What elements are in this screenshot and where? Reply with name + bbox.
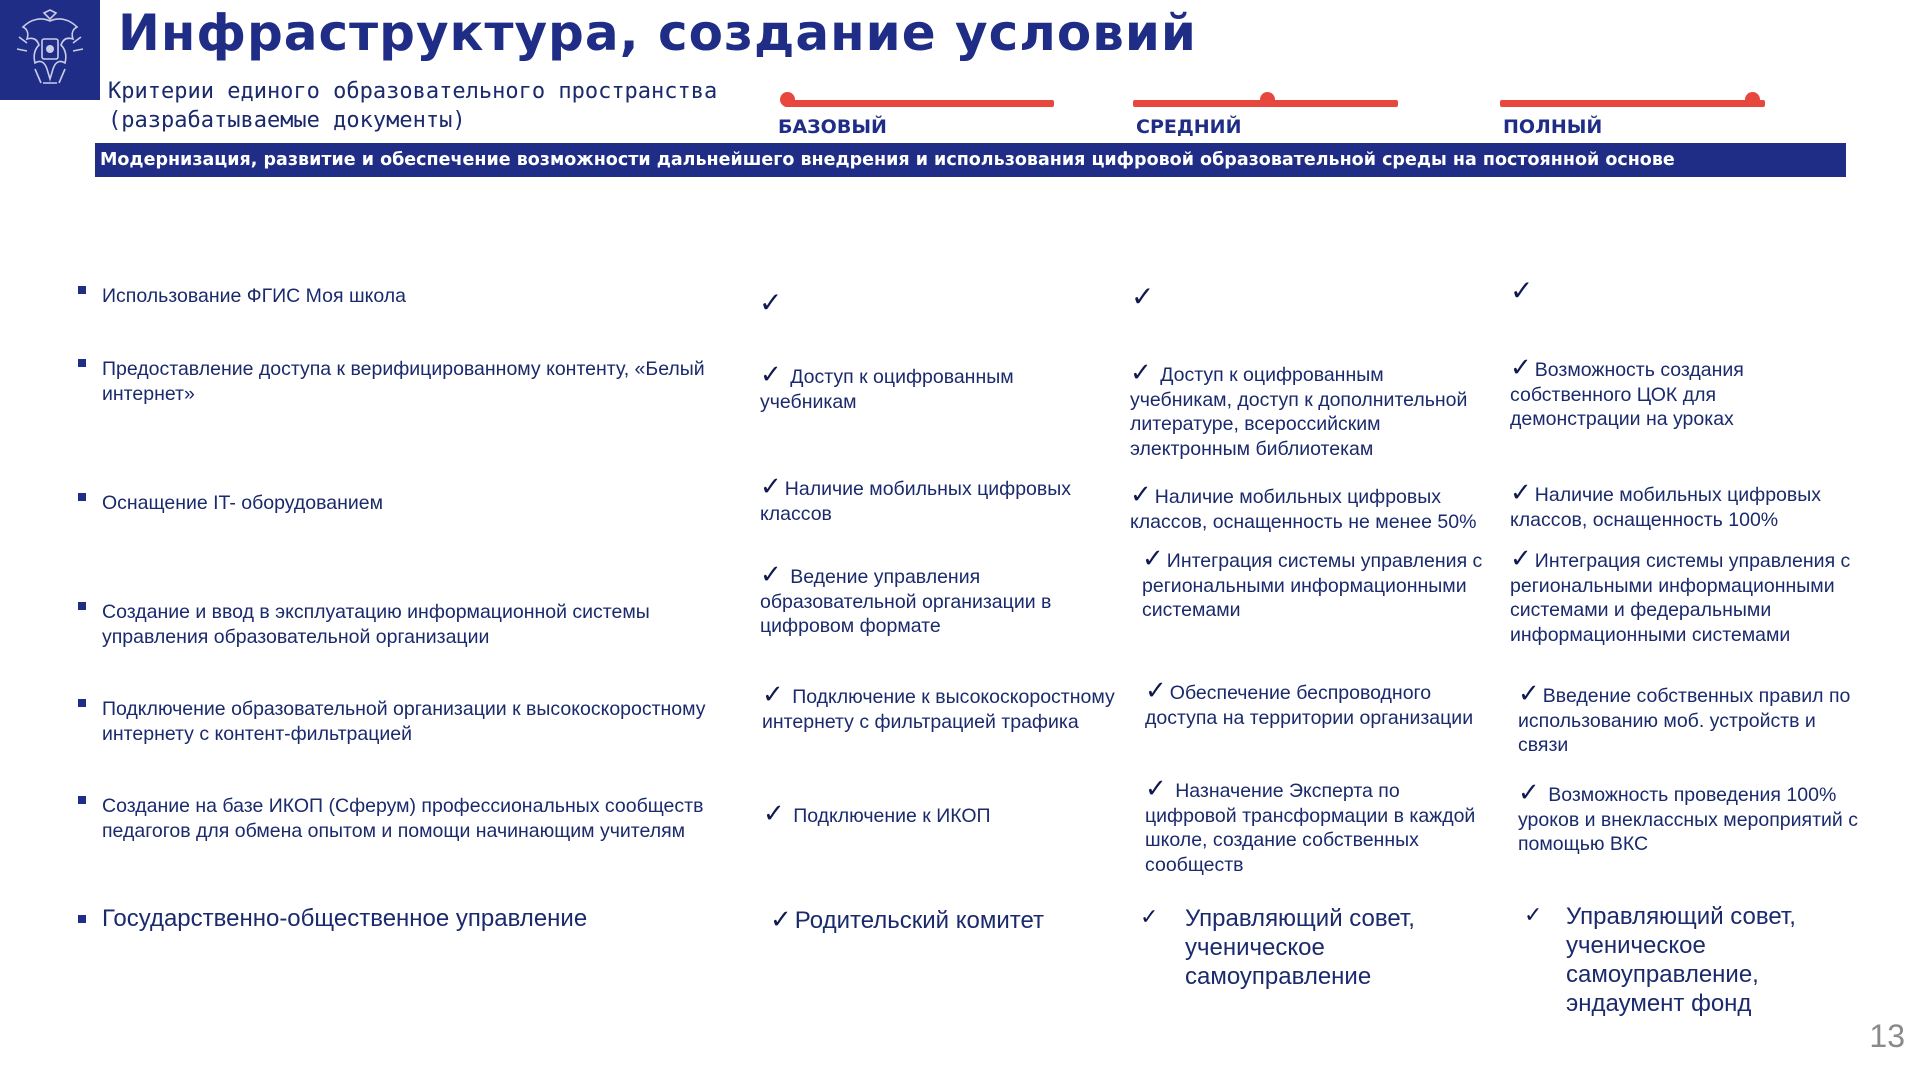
check-icon: ✓ (1130, 357, 1152, 387)
cell-basic-row-3 (760, 471, 1090, 526)
criterion-row-1 (102, 284, 722, 309)
check-icon: ✓ (760, 471, 782, 501)
level-full-label: ПОЛНЫЙ (1503, 116, 1603, 138)
criterion-text: Создание и ввод в эксплуатацию информационной системы управления образовательной организации (102, 601, 650, 648)
cell-basic-row-2 (760, 359, 1050, 414)
level-basic (778, 80, 1058, 140)
cell-text: Назначение Эксперта по цифровой трансформации в каждой школе, создание собственных сообществ (1145, 780, 1476, 876)
cell-full-row-7 (1566, 902, 1826, 1018)
cell-medium-row-2 (1130, 357, 1480, 461)
cell-medium-row-3 (1130, 479, 1490, 534)
cell-text: Введение собственных правил по использованию моб. устройств и связи (1518, 685, 1851, 756)
cell-text: Наличие мобильных цифровых классов (760, 478, 1072, 525)
check-icon: ✓ (1142, 543, 1164, 573)
check-icon: ✓ (770, 904, 792, 934)
check-icon: ✓ (1510, 543, 1532, 573)
cell-text: Подключение к ИКОП (787, 805, 991, 827)
emblem-logo (0, 0, 100, 100)
cell-text: Управляющий совет, ученическое самоуправление, эндаумент фонд (1566, 903, 1796, 1017)
cell-basic-row-4 (760, 559, 1070, 639)
cell-text: Наличие мобильных цифровых классов, оснащенность не менее 50% (1130, 486, 1477, 533)
check-icon: ✓ (1518, 777, 1540, 807)
page-subtitle (108, 77, 717, 135)
square-bullet-icon (78, 915, 86, 923)
cell-text: Подключение к высокоскоростному интернету с фильтрацией трафика (762, 686, 1115, 733)
criterion-row-7 (102, 904, 722, 934)
check-icon: ✓ (1131, 281, 1155, 312)
cell-text: Доступ к оцифрованным учебникам, доступ к дополнительной литературе, всероссийским электронным библиотекам (1130, 364, 1468, 460)
cell-medium-row-7 (1185, 904, 1445, 991)
criterion-row-5 (102, 697, 742, 747)
cell-full-row-3 (1510, 477, 1850, 532)
square-bullet-icon (78, 699, 86, 707)
criterion-text: Использование ФГИС Моя школа (102, 285, 406, 307)
cell-basic-row-6 (763, 798, 1063, 829)
cell-medium-row-4 (1142, 543, 1487, 623)
check-icon: ✓ (1140, 904, 1159, 929)
check-icon: ✓ (1510, 275, 1534, 306)
cell-text: Управляющий совет, ученическое самоуправление (1185, 905, 1415, 990)
square-bullet-icon (78, 796, 86, 804)
cell-medium-row-5 (1145, 675, 1485, 730)
check-icon: ✓ (1510, 352, 1532, 382)
subtitle-line-1: Критерии единого образовательного пространства (108, 79, 718, 104)
criterion-row-3 (102, 491, 722, 516)
square-bullet-icon (78, 493, 86, 501)
cell-text: Родительский комитет (794, 907, 1045, 934)
cell-medium-row-6 (1145, 773, 1480, 877)
level-medium-label: СРЕДНИЙ (1136, 116, 1242, 138)
cell-text: Интеграция системы управления с региональными информационными системами (1142, 550, 1483, 621)
criterion-row-4 (102, 600, 702, 650)
section-banner: Модернизация, развитие и обеспечение возможности дальнейшего внедрения и использования цифровой образовательной среды на постоянной основе (95, 143, 1846, 177)
square-bullet-icon (78, 359, 86, 367)
cell-full-row-4 (1510, 543, 1855, 647)
cell-full-row-6 (1518, 777, 1858, 857)
cell-text: Возможность проведения 100% уроков и внеклассных мероприятий с помощью ВКС (1518, 784, 1858, 855)
criterion-row-6 (102, 794, 722, 844)
level-medium (1133, 80, 1413, 140)
cell-text: Возможность создания собственного ЦОК для демонстрации на уроках (1510, 359, 1744, 430)
cell-text: Доступ к оцифрованным учебникам (760, 366, 1014, 413)
level-basic-bar (784, 100, 1054, 107)
level-full-bar (1500, 100, 1765, 107)
page-number: 13 (1869, 1018, 1905, 1054)
square-bullet-icon (78, 286, 86, 294)
check-icon: ✓ (1524, 902, 1543, 927)
page-title: Инфраструктура, создание условий (118, 4, 1197, 62)
level-medium-dot (1260, 92, 1275, 107)
check-icon: ✓ (763, 798, 785, 828)
check-icon: ✓ (1510, 477, 1532, 507)
level-full-dot (1745, 92, 1760, 107)
check-icon: ✓ (1145, 675, 1167, 705)
criterion-text: Создание на базе ИКОП (Сферум) профессиональных сообществ педагогов для обмена опытом и помощи начинающим учителям (102, 795, 704, 842)
subtitle-line-2: (разрабатываемые документы) (108, 108, 466, 133)
check-icon: ✓ (1145, 773, 1167, 803)
cell-text: Ведение управления образовательной организации в цифровом формате (760, 566, 1052, 637)
cell-basic-row-5 (762, 679, 1122, 734)
cell-text: Наличие мобильных цифровых классов, оснащенность 100% (1510, 484, 1822, 531)
cell-basic-row-7 (770, 906, 1110, 935)
criterion-text: Государственно-общественное управление (102, 905, 588, 932)
cell-text: Обеспечение беспроводного доступа на территории организации (1145, 682, 1474, 729)
check-icon: ✓ (760, 359, 782, 389)
check-icon: ✓ (760, 559, 782, 589)
criterion-text: Оснащение IT- оборудованием (102, 492, 383, 514)
check-icon: ✓ (1130, 479, 1152, 509)
level-basic-label: БАЗОВЫЙ (778, 116, 887, 138)
check-icon: ✓ (759, 287, 783, 318)
criterion-text: Предоставление доступа к верифицированному контенту, «Белый интернет» (102, 358, 705, 405)
criterion-row-2 (102, 357, 722, 407)
criterion-text: Подключение образовательной организации к высокоскоростному интернету с контент-фильтрацией (102, 698, 706, 745)
cell-text: Интеграция системы управления с региональными информационными системами и федеральными информационными системами (1510, 550, 1851, 646)
cell-full-row-5 (1518, 678, 1858, 758)
check-icon: ✓ (1518, 678, 1540, 708)
cell-full-row-2 (1510, 352, 1790, 432)
coat-of-arms-icon (13, 9, 87, 91)
check-icon: ✓ (762, 679, 784, 709)
level-full (1500, 80, 1780, 140)
square-bullet-icon (78, 602, 86, 610)
